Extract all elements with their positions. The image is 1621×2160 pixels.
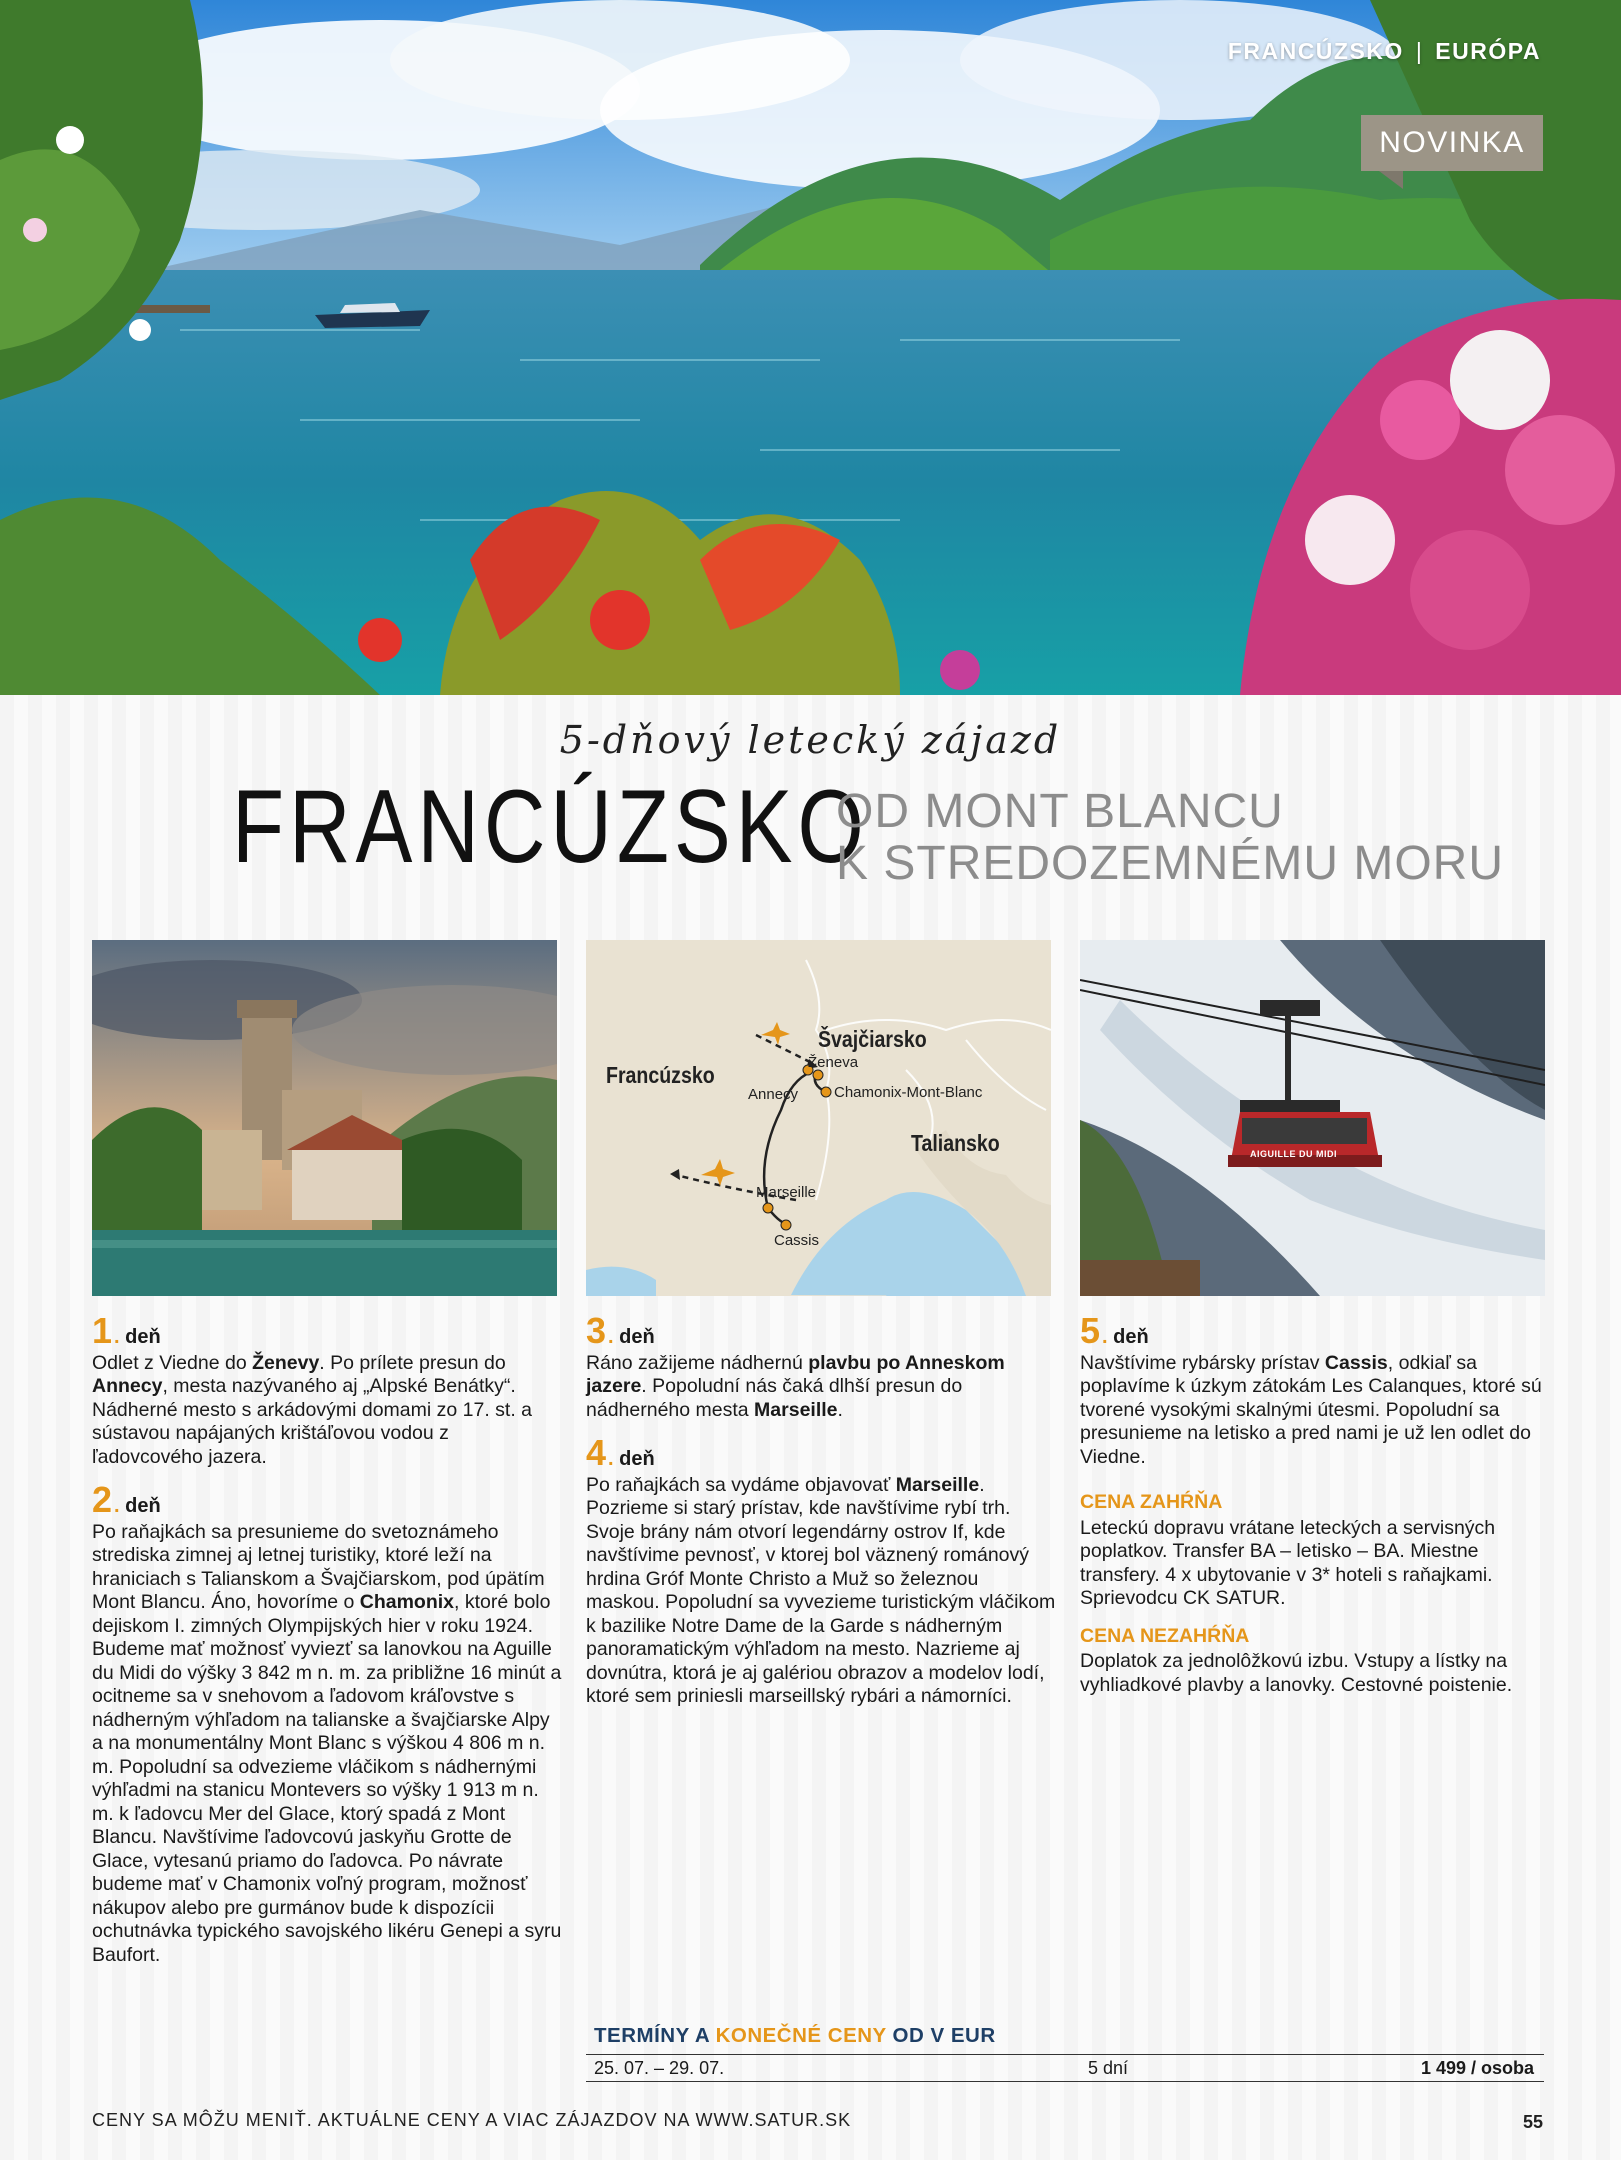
day-2-heading (92, 1479, 562, 1520)
day-5-label: . deň (1102, 1326, 1149, 1350)
map-label-cassis: Cassis (774, 1232, 820, 1249)
day-4-heading (586, 1432, 1056, 1473)
new-badge-tip (1379, 171, 1403, 189)
map-label-geneva: Ženeva (808, 1054, 859, 1071)
day-4-text: Po raňajkách sa vydáme objavovať Marseille. Pozrieme si starý prístav, kde navštívime rybí trh. Svoje brány nám otvorí legendárny ostrov If, kde navštívime pevnosť, v ktorej bol väznený románový hrdina Gróf Monte Christo a Muž so železnou maskou. Popoludní sa vyvezieme turistickým vláčikom k bazilike Notre Dame de la Garde s nádherným panoramatickým výhľadom na mesto. Nazrieme aj dovnútra, ktorá je aj galériou obrazov a modelov lodí, ktoré sem priniesli marseillský rybári a námorníci. (586, 1473, 1056, 1707)
day-2-label: . deň (114, 1495, 161, 1519)
region-separator: | (1415, 38, 1424, 64)
trip-subtitle: 5-dňový letecký zájazd (559, 718, 1062, 762)
new-badge: NOVINKA (1361, 115, 1543, 171)
map-label-annecy: Annecy (748, 1086, 799, 1103)
day-1-number: 1 (92, 1310, 113, 1351)
term-duration: 5 dní (1088, 2058, 1129, 2078)
map-label-marseille: Marseille (756, 1184, 817, 1201)
day-4-number: 4 (586, 1432, 607, 1473)
price-included-heading: CENA ZAHŔŇA (1080, 1491, 1223, 1513)
day-1-heading (92, 1310, 562, 1351)
day-4-label: . deň (608, 1448, 655, 1472)
day-3-number: 3 (586, 1310, 607, 1351)
cable-car-illustration (1080, 940, 1545, 1296)
day-1-text: Odlet z Viedne do Ženevy. Po prílete presun do Annecy, mesta nazývaného aj „Alpské Benátky“. Nádherné mesto s arkádovými domami zo 17. st. a sústavou napájaných krištáľovou vodou z ľadovcového jazera. (92, 1351, 533, 1468)
page-number: 55 (1522, 2112, 1543, 2132)
footer-note: CENY SA MÔŽU MENIŤ. AKTUÁLNE CENY A VIAC ZÁJAZDOV NA WWW.SATUR.SK (92, 2110, 852, 2130)
hero-photo-lake-annecy (0, 0, 1621, 695)
map-label-chamonix: Chamonix-Mont-Blanc (834, 1084, 983, 1101)
day-3-text: Ráno zažijeme nádhernú plavbu po Anneskom jazere. Popoludní nás čaká dlhší presun do nádherného mesta Marseille. (586, 1351, 1005, 1421)
map-label-france: Francúzsko (606, 1062, 715, 1088)
terms-row (586, 2054, 1544, 2082)
tagline-line-1: OD MONT BLANCU (836, 785, 1284, 838)
region-country: FRANCÚZSKO (1227, 38, 1404, 64)
photo-castle-annecy (92, 940, 557, 1296)
region-label (1228, 38, 1541, 65)
title-tagline (836, 786, 1504, 890)
terms-heading: TERMÍNY A KONEČNÉ CENY OD V EUR (594, 2024, 996, 2047)
day-1-label: . deň (114, 1326, 161, 1350)
route-map (586, 940, 1051, 1296)
day-2-text: Po raňajkách sa presunieme do svetoznámeho strediska zimnej aj letnej turistiky, ktoré leží na hraniciach s Talianskom a Švajčiarskom, pod úpätím Mont Blancu. Áno, hovoríme o Chamonix, ktoré bolo dejiskom I. zimných Olympijských hier v roku 1924. Budeme mať možnosť vyviezť sa lanovkou na Aguille du Midi do výšky 3 842 m n. m. za približne 16 minút a ocitneme sa v snehovom a ľadovom kráľovstve s nádherným výhľadom na talianske a švajčiarske Alpy a na monumentálny Mont Blanc s výškou 4 806 m n. m. Popoludní sa odvezieme vláčikom s nádhernými výhľadmi na stanicu Montevers so výšky 1 913 m n. m. k ľadovcu Mer del Glace, ktorý spadá z Mont Blancu. Navštívime ľadovcovú jaskyňu Grotte de Glace, vytesanú priamo do ľadovca. Po návrate budeme mať v Chamonix voľný program, možnosť nákupov alebo pre gurmánov bude k dispozícii ochutnávka typického savojského likéru Genepi a syru Baufort. (92, 1520, 562, 1966)
term-price: 1 499 / osoba (1420, 2058, 1534, 2078)
cable-car-label: AIGUILLE DU MIDI (1250, 1149, 1337, 1159)
day-5-text: Navštívime rybársky prístav Cassis, odkiaľ sa poplavíme k úzkym zátokám Les Calanques, ktoré sú tvorené vysokými skalnými útesmi. Popoludní sa presunieme na letisko a pred nami je už len odlet do Viedne. (1080, 1351, 1542, 1468)
term-date: 25. 07. – 29. 07. (594, 2058, 725, 2078)
column-itinerary-2 (586, 1310, 1056, 1709)
page-title: FRANCÚZSKO (232, 769, 869, 885)
map-label-switzerland: Švajčiarsko (818, 1026, 927, 1052)
day-5-number: 5 (1080, 1310, 1101, 1351)
column-itinerary-3 (1080, 1310, 1550, 1697)
column-itinerary-1 (92, 1310, 562, 1967)
castle-illustration (92, 940, 557, 1296)
tagline-line-2: K STREDOZEMNÉMU MORU (836, 837, 1504, 890)
day-3-label: . deň (608, 1326, 655, 1350)
region-continent: EURÓPA (1435, 38, 1541, 64)
price-excluded-text: Doplatok za jednolôžkovú izbu. Vstupy a lístky na vyhliadkové plavby a lanovky. Cestovné poistenie. (1080, 1650, 1513, 1696)
map-label-italy: Taliansko (911, 1130, 1000, 1156)
photo-cable-car-aiguille-du-midi (1080, 940, 1545, 1296)
hero-illustration (0, 0, 1621, 695)
price-included-text: Leteckú dopravu vrátane leteckých a servisných poplatkov. Transfer BA – letisko – BA. Miestne transfery. 4 x ubytovanie v 3* hoteli s raňajkami. Sprievodcu CK SATUR. (1080, 1516, 1496, 1609)
day-5-heading (1080, 1310, 1550, 1351)
day-3-heading (586, 1310, 1056, 1351)
price-excluded-heading: CENA NEZAHŔŇA (1080, 1624, 1250, 1647)
day-2-number: 2 (92, 1479, 113, 1520)
